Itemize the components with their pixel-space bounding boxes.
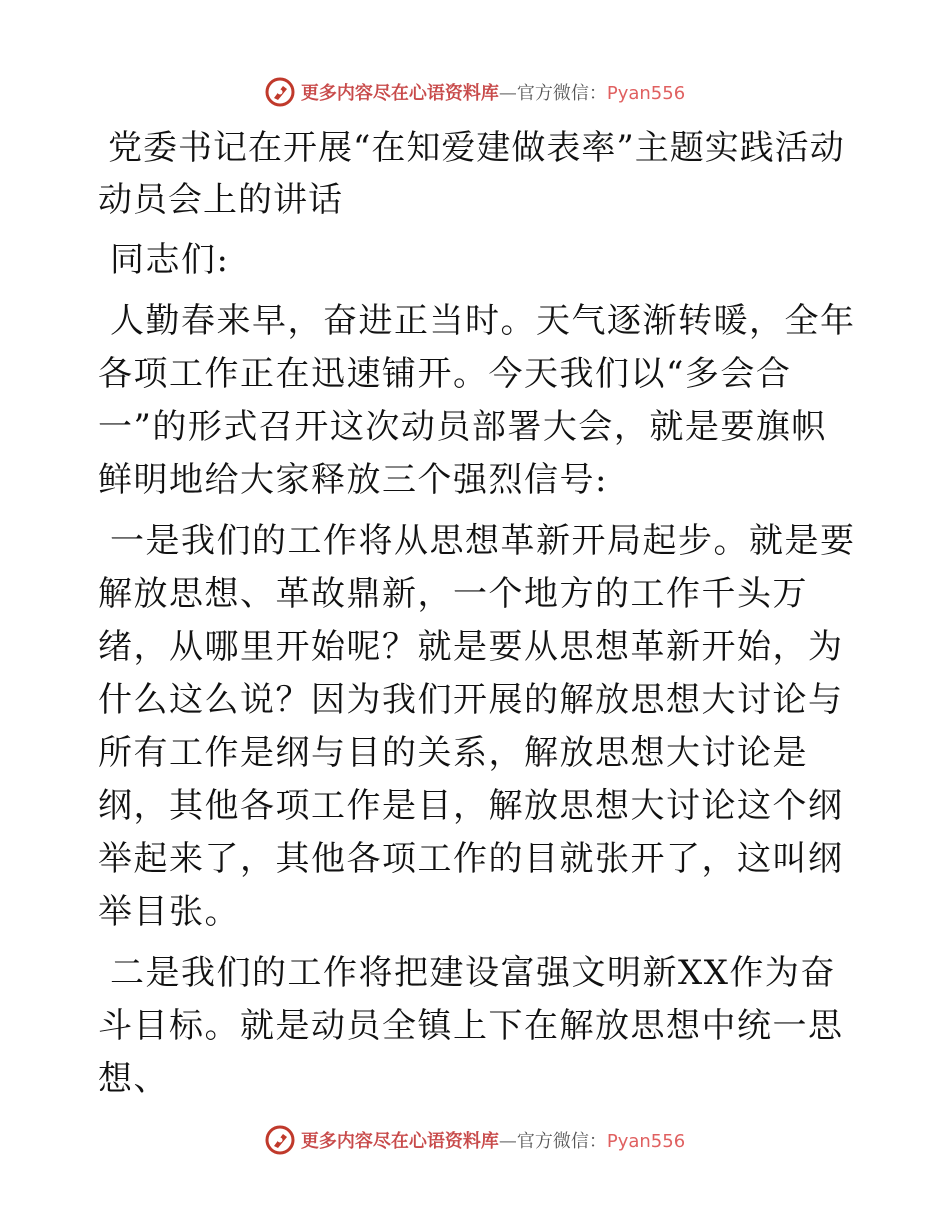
- paragraph-3: 二是我们的工作将把建设富强文明新XX作为奋斗目标。就是动员全镇上下在解放思想中统一思想、: [98, 953, 844, 1099]
- paragraph-2: 一是我们的工作将从思想革新开局起步。就是要解放思想、革故鼎新，一个地方的工作千头万绪，从哪里开始呢？就是要从思想革新开始，为什么这么说？因为我们开展的解放思想大讨论与所有工作是纲与目的关系，解放思想大讨论是纲，其他各项工作是目，解放思想大讨论这个纲举起来了，其他各项工作的目就张开了，这叫纲举目张。: [98, 521, 856, 932]
- watermark-text: [301, 1127, 685, 1153]
- watermark-text: [301, 79, 685, 105]
- document-title: 党委书记在开展“在知爱建做表率”主题实践活动动员会上的讲话: [98, 128, 845, 220]
- watermark-official: 官方微信：: [516, 1131, 607, 1152]
- document-body: [98, 122, 858, 1114]
- watermark-banner-bottom: [0, 1120, 950, 1160]
- watermark-wechat-id: Pyan556: [606, 1131, 686, 1152]
- watermark-official: 官方微信：: [516, 83, 607, 104]
- watermark-lead: 更多内容尽在心语资料库: [300, 83, 499, 104]
- watermark-banner-top: [0, 72, 950, 112]
- salutation: 同志们:: [110, 240, 230, 280]
- paragraph-1: 人勤春来早，奋进正当时。天气逐渐转暖，全年各项工作正在迅速铺开。今天我们以“多会合一”的形式召开这次动员部署大会，就是要旗帜鲜明地给大家释放三个强烈信号:: [98, 301, 856, 500]
- pen-nib-circle-logo-icon: [265, 1125, 295, 1155]
- pen-nib-circle-logo-icon: [265, 77, 295, 107]
- watermark-wechat-id: Pyan556: [606, 83, 686, 104]
- watermark-dash: —: [498, 1131, 517, 1152]
- watermark-dash: —: [498, 83, 517, 104]
- watermark-lead: 更多内容尽在心语资料库: [300, 1131, 499, 1152]
